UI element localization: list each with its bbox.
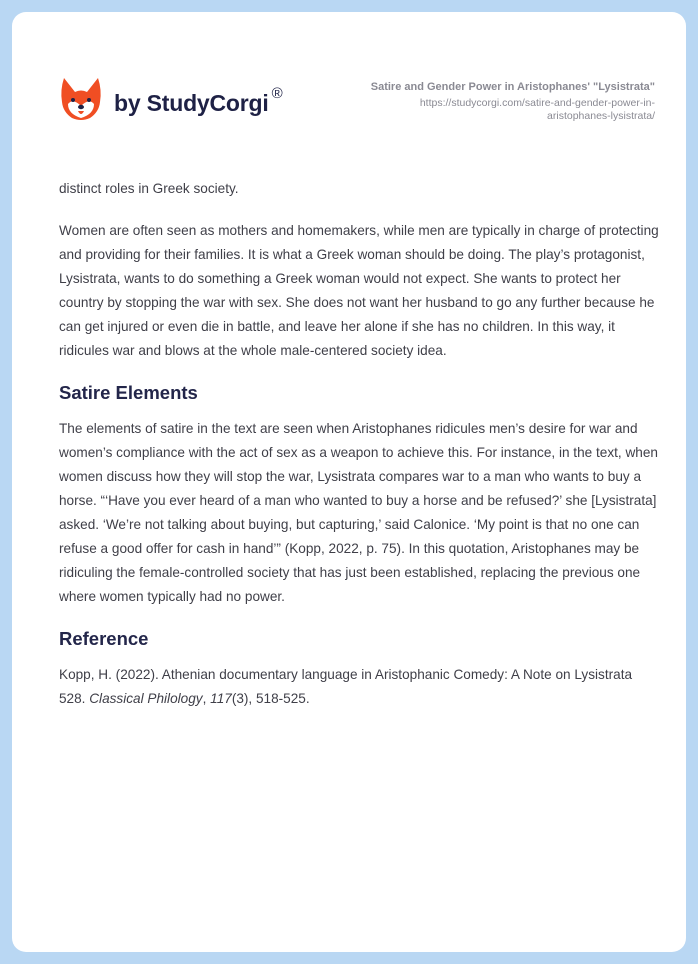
document-page [12,12,686,952]
document-url-line1[interactable]: https://studycorgi.com/satire-and-gender-power-in- [419,97,655,109]
heading-satire-elements: Satire Elements [59,382,198,403]
article-body [59,177,659,729]
registered-mark: ® [271,84,283,102]
reference-entry: Kopp, H. (2022). Athenian documentary language in Aristophanic Comedy: A Note on Lysistrata 528. Classical Philology, 117(3), 518-525. [59,667,633,706]
page-header [12,12,686,162]
intro-fragment: distinct roles in Greek society. [59,181,239,196]
document-url[interactable] [295,97,655,123]
document-meta [295,80,655,123]
paragraph-satire: The elements of satire in the text are seen when Aristophanes ridicules men’s desire for war and women’s compliance with the act of sex as a weapon to achieve this. For instance, in the text, when women discuss how they will stop the war, Lysistrata compares war to a man who wants to buy a horse. “‘Have you ever heard of a man who wanted to buy a horse and be refused?’ she [Lysistrata] asked. ‘We’re not talking about buying, but capturing,’ said Calonice. ‘My point is that no one can refuse a good offer for cash in hand’” (Kopp, 2022, p. 75). In this quotation, Aristophanes may be ridiculing the female-controlled society that has just been established, replacing the previous one where women typically had no power. [59,421,658,604]
heading-reference: Reference [59,628,149,649]
corgi-logo-icon [60,76,102,122]
studycorgi-logo[interactable] [60,76,282,122]
journal-title: Classical Philology [89,691,203,706]
journal-volume: 117 [210,691,232,706]
document-title: Satire and Gender Power in Aristophanes' "Lysistrata" [370,81,655,93]
logo-text: by StudyCorgi ® [114,84,283,116]
paragraph-roles: Women are often seen as mothers and homemakers, while men are typically in charge of protecting and providing for their families. It is what a Greek woman should be doing. The play’s protagonist, Lysistrata, wants to do something a Greek woman would not expect. She wants to protect her country by stopping the war with sex. She does not want her husband to go any further because he can get injured or even die in battle, and leave her alone if she has no children. In this way, it ridicules war and blows at the whole male-centered society idea. [59,223,659,358]
document-url-line2[interactable]: aristophanes-lysistrata/ [547,110,655,122]
